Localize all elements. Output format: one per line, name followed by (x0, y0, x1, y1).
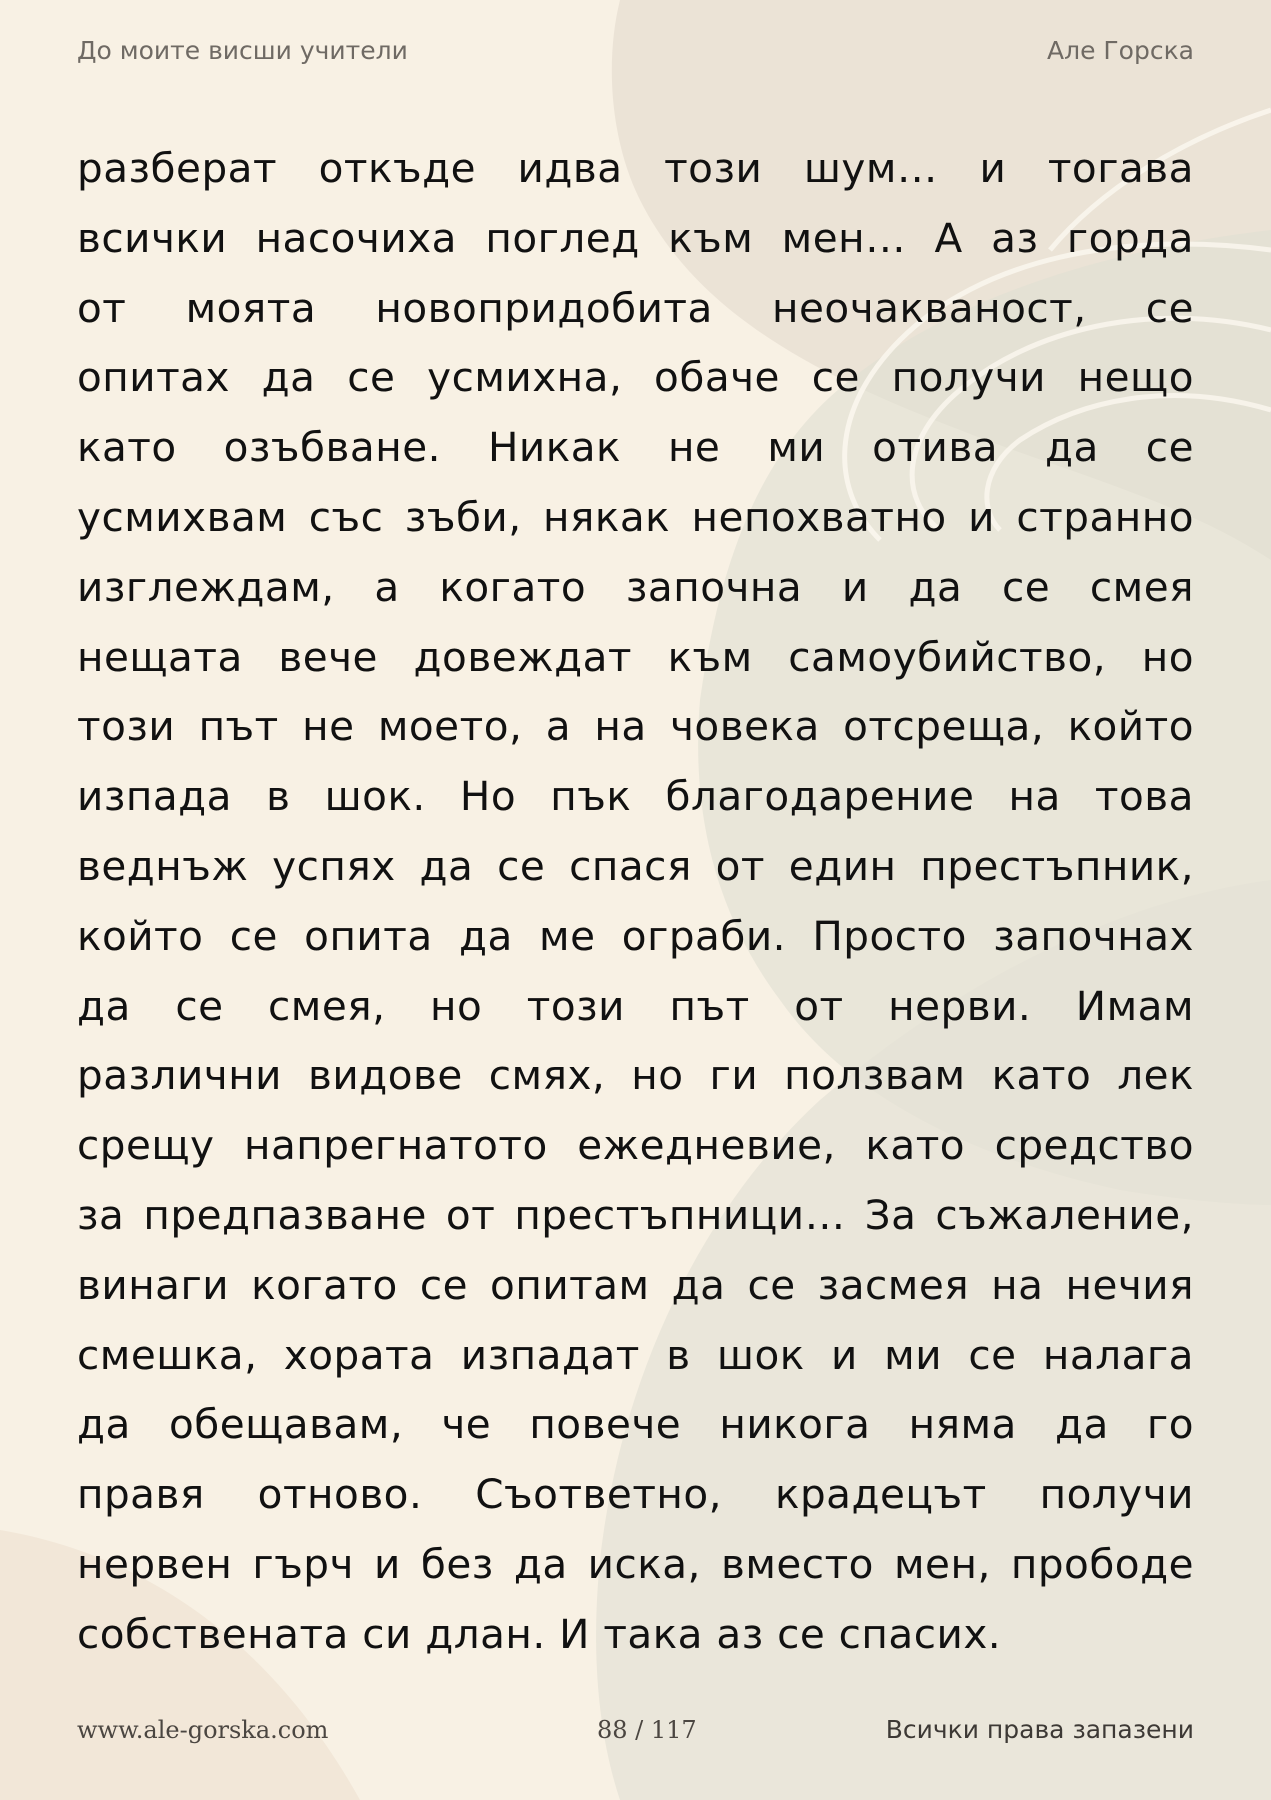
text-line: изглеждам, а когато започна и да се смея (77, 562, 1194, 611)
text-line: правя отново. Съответно, крадецът получи (77, 1470, 1194, 1519)
text-line: разберат откъде идва този шум… и тогава (77, 144, 1194, 192)
main-text (77, 134, 1194, 1670)
text-line: собствената си длан. И така аз се спасих. (77, 1609, 1002, 1658)
text-line: усмихвам със зъби, някак непохватно и странно (77, 492, 1194, 541)
text-line: изпада в шок. Но пък благодарение на това (77, 772, 1194, 821)
text-line: всички насочиха поглед към мен… А аз горда (77, 213, 1194, 262)
text-line: смешка, хората изпадат в шок и ми се налага (77, 1330, 1194, 1379)
text-line: винаги когато се опитам да се засмея на нечия (77, 1260, 1194, 1309)
text-line: срещу напрегнатото ежедневие, като средство (77, 1121, 1194, 1170)
text-line: този път не моето, а на човека отсреща, който (77, 702, 1194, 751)
footer-rights: Всички права запазени (885, 1715, 1194, 1744)
text-line: да обещавам, че повече никога няма да го (77, 1400, 1194, 1449)
header-author: Але Горска (1047, 36, 1194, 65)
text-line: да се смея, но този път от нерви. Имам (77, 981, 1194, 1030)
text-line: от моята новопридобита неочакваност, се (77, 283, 1194, 332)
text-line: опитах да се усмихна, обаче се получи нещо (77, 353, 1194, 402)
text-line: за предпазване от престъпници… За съжаление, (77, 1190, 1194, 1239)
footer-page-number: 88 / 117 (597, 1716, 697, 1744)
text-line: нещата вече довеждат към самоубийство, но (77, 632, 1194, 681)
text-line: различни видове смях, но ги ползвам като лек (77, 1051, 1194, 1100)
header-book-title: До моите висши учители (77, 36, 408, 65)
text-line: който се опита да ме ограби. Просто започнах (77, 911, 1194, 960)
text-line: нервен гърч и без да иска, вместо мен, прободе (77, 1539, 1194, 1588)
text-line: веднъж успях да се спася от един престъпник, (77, 841, 1194, 890)
footer-website: www.ale-gorska.com (77, 1716, 329, 1744)
text-line: като озъбване. Никак не ми отива да се (77, 423, 1194, 472)
